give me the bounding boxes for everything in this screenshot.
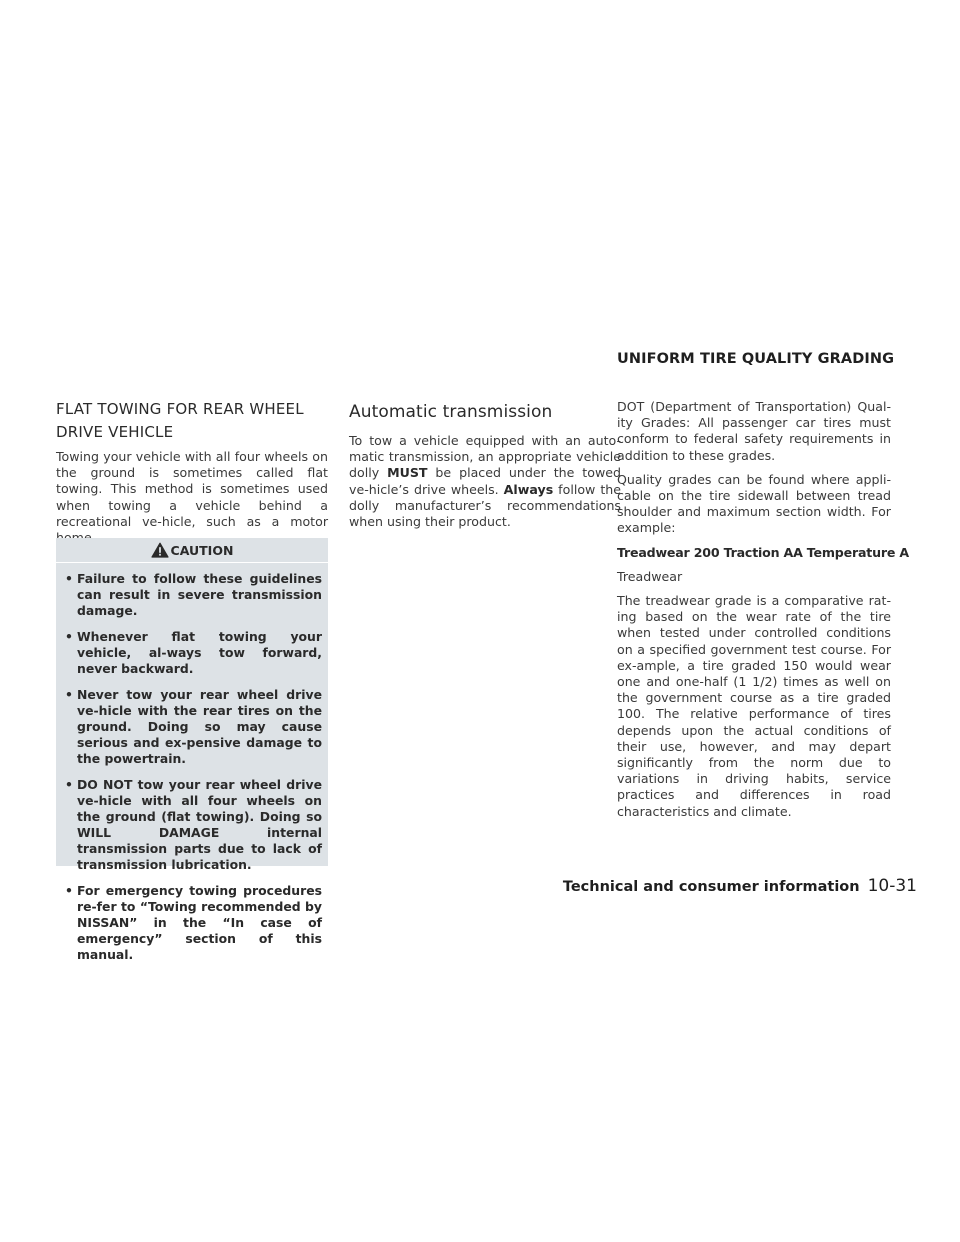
page-number: 10-31 (867, 876, 917, 896)
section-heading: UNIFORM TIRE QUALITY GRADING (617, 351, 895, 367)
tire-grading-column (617, 399, 909, 828)
caution-box (56, 538, 328, 962)
footer-title: Technical and consumer information (562, 879, 860, 895)
auto-always: Always (503, 481, 554, 497)
tire-grading-p3: The treadwear grade is a comparative rat-ing based on the wear rate of the tire when tested under controlled conditions on a specified government test course. For ex-ample, a tire graded 150 would wear one and one-half (1 1/2) times as well on the government course as a tire graded 100. The relative performance of tires depends upon the actual conditions of their use, however, and may depart significantly from the norm due to variations in driving habits, service practices and differences in road characteristics and climate. (617, 593, 891, 819)
tire-grading-p2: Quality grades can be found where appli-cable on the tire sidewall between tread shoulder and maximum section width. For example: (617, 471, 891, 536)
caution-item: • For emergency towing procedures re-fer to “Towing recommended by NISSAN” in the “In case of emergency” section of this manual. (63, 883, 322, 963)
flat-towing-heading: FLAT TOWING FOR REAR WHEEL DRIVE VEHICLE (56, 400, 304, 441)
auto-text-2: be placed under the towed ve-hicle’s drive wheels. (349, 465, 621, 497)
automatic-transmission-heading: Automatic transmission (349, 402, 553, 422)
caution-title: CAUTION (170, 542, 234, 558)
treadwear-subheading: Treadwear (617, 568, 683, 584)
tire-grading-example: Treadwear 200 Traction AA Temperature A (617, 544, 909, 560)
page-footer (562, 876, 917, 896)
auto-text-3: follow the dolly manufacturer’s recommendations when using their product. (349, 481, 621, 530)
caution-header (56, 538, 328, 563)
caution-item: • Never tow your rear wheel drive ve-hicle with the rear tires on the ground. Doing so may cause serious and ex-pensive damage to the powertrain. (63, 687, 322, 767)
tire-grading-p1: DOT (Department of Transportation) Qual-ity Grades: All passenger car tires must conform to federal safety requirements in addition to these grades. (617, 399, 891, 463)
caution-list (56, 563, 328, 963)
caution-item: • Failure to follow these guidelines can result in severe transmission damage. (63, 571, 322, 619)
flat-towing-paragraph: Towing your vehicle with all four wheels on the ground is sometimes called flat towing. This method is sometimes used when towing a vehicle behind a recreational ve-hicle, such as a motor (56, 449, 328, 529)
warning-triangle-icon (151, 542, 169, 558)
automatic-transmission-paragraph (349, 433, 621, 530)
auto-text-1: To tow a vehicle equipped with an auto-matic transmission, an appropriate vehicle dolly (349, 433, 621, 481)
caution-item: • DO NOT tow your rear wheel drive ve-hicle with all four wheels on the ground (flat towing). Doing so WILL DAMAGE internal transmission parts due to lack of transmission lubrication. (63, 777, 322, 873)
caution-item: • Whenever flat towing your vehicle, al-ways tow forward, never backward. (63, 629, 322, 677)
auto-must: MUST (387, 465, 428, 481)
